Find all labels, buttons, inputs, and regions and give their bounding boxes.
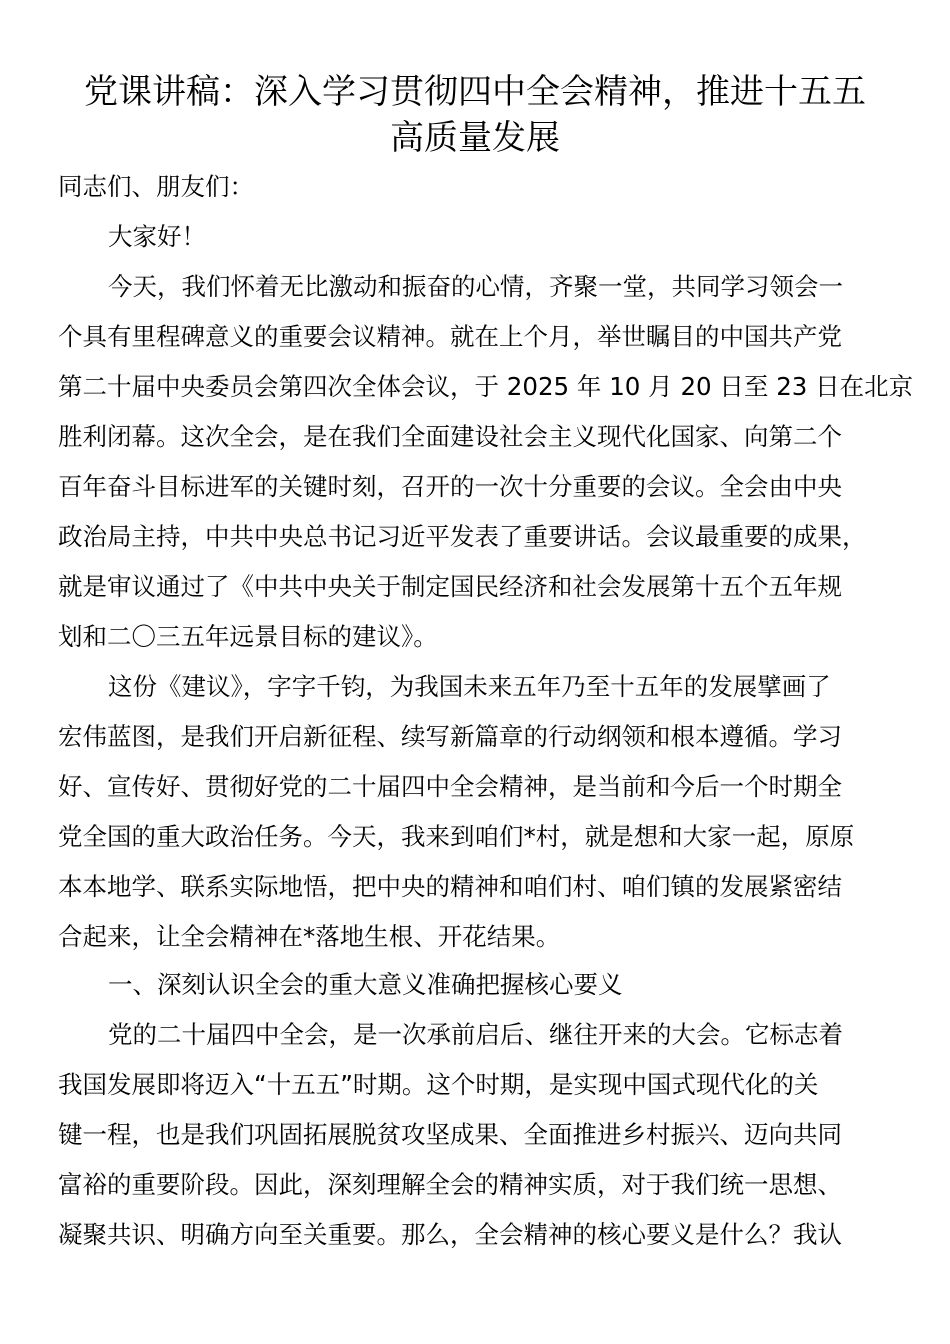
greeting: 大家好！ — [108, 222, 206, 251]
paragraph-2-line-4: 党全国的重大政治任务。今天，我来到咱们*村，就是想和大家一起，原原 — [58, 822, 855, 851]
title-line-1: 党课讲稿：深入学习贯彻四中全会精神，推进十五五 — [84, 72, 866, 112]
section-heading-1: 一、深刻认识全会的重大意义准确把握核心要义 — [108, 970, 623, 999]
salutation: 同志们、朋友们： — [58, 172, 254, 201]
paragraph-1-line-6: 政治局主持，中共中央总书记习近平发表了重要讲话。会议最重要的成果， — [58, 522, 867, 551]
title-line-2: 高质量发展 — [390, 118, 560, 158]
paragraph-1-line-4: 胜利闭幕。这次全会，是在我们全面建设社会主义现代化国家、向第二个 — [58, 422, 842, 451]
paragraph-1-line-3: 第二十届中央委员会第四次全体会议，于 2025 年 10 月 20 日至 23 日在北京 — [58, 372, 914, 401]
paragraph-2-line-3: 好、宣传好、贯彻好党的二十届四中全会精神，是当前和今后一个时期全 — [58, 772, 842, 801]
paragraph-3-line-1: 党的二十届四中全会，是一次承前启后、继往开来的大会。它标志着 — [108, 1020, 843, 1049]
paragraph-1-line-2: 个具有里程碑意义的重要会议精神。就在上个月，举世瞩目的中国共产党 — [58, 322, 842, 351]
paragraph-3-line-2: 我国发展即将迈入“十五五”时期。这个时期，是实现中国式现代化的关 — [58, 1070, 819, 1099]
paragraph-2-line-1: 这份《建议》，字字千钧，为我国未来五年乃至十五年的发展擘画了 — [108, 672, 831, 701]
paragraph-2-line-6: 合起来，让全会精神在*落地生根、开花结果。 — [58, 922, 561, 951]
paragraph-1-line-8: 划和二〇三五年远景目标的建议》。 — [58, 622, 438, 651]
paragraph-3-line-3: 键一程，也是我们巩固拓展脱贫攻坚成果、全面推进乡村振兴、迈向共同 — [58, 1120, 842, 1149]
paragraph-2-line-2: 宏伟蓝图，是我们开启新征程、续写新篇章的行动纲领和根本遵循。学习 — [58, 722, 842, 751]
paragraph-1-line-7: 就是审议通过了《中共中央关于制定国民经济和社会发展第十五个五年规 — [58, 572, 842, 601]
paragraph-2-line-5: 本本地学、联系实际地悟，把中央的精神和咱们村、咱们镇的发展紧密结 — [58, 872, 842, 901]
paragraph-3-line-5: 凝聚共识、明确方向至关重要。那么，全会精神的核心要义是什么？我认 — [58, 1220, 842, 1249]
document-title — [0, 69, 950, 161]
paragraph-1-line-5: 百年奋斗目标进军的关键时刻，召开的一次十分重要的会议。全会由中央 — [58, 472, 842, 501]
paragraph-3-line-4: 富裕的重要阶段。因此，深刻理解全会的精神实质，对于我们统一思想、 — [58, 1170, 842, 1199]
paragraph-1-line-1: 今天，我们怀着无比激动和振奋的心情，齐聚一堂，共同学习领会一 — [108, 272, 843, 301]
